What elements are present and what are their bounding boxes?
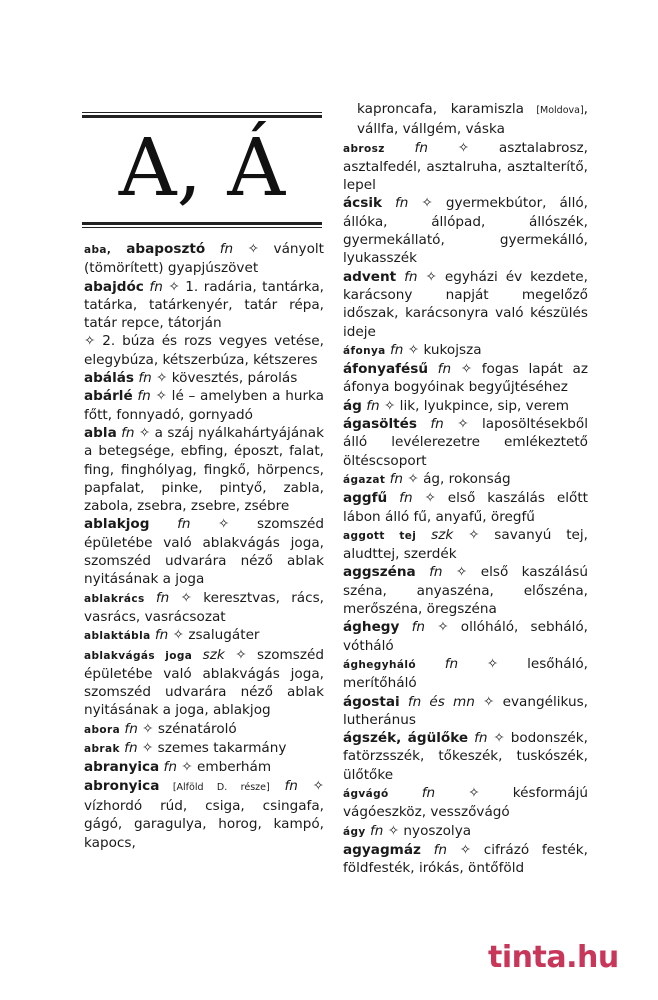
grammar-label: fn xyxy=(387,490,413,507)
definition: ✧ nyoszolya xyxy=(383,822,472,839)
headword: agyagmáz xyxy=(343,841,421,858)
definition: ✧ kukojsza xyxy=(403,341,482,358)
dictionary-entry xyxy=(343,341,588,360)
headword: ágazat xyxy=(343,473,386,486)
dictionary-entry xyxy=(84,777,324,852)
banner-rule-bottom xyxy=(82,227,322,228)
headword: aggott tej xyxy=(343,529,417,542)
headword: abranyica xyxy=(84,759,160,776)
dictionary-entry xyxy=(343,526,588,564)
headword: abálás xyxy=(84,370,135,387)
grammar-label: fn xyxy=(468,730,488,747)
definition: ✧ lik, lyukpince, sip, verem xyxy=(379,397,569,414)
grammar-label: fn xyxy=(269,777,298,794)
grammar-label: fn xyxy=(385,341,404,358)
grammar-label: fn xyxy=(416,416,444,433)
dictionary-entry xyxy=(84,278,324,333)
dictionary-entry xyxy=(84,515,324,588)
headword: abajdóc xyxy=(84,278,144,295)
dictionary-entry xyxy=(343,139,588,195)
headword: ág xyxy=(343,397,362,414)
dictionary-entry xyxy=(84,589,324,627)
grammar-label: fn xyxy=(361,397,380,414)
grammar-label: fn xyxy=(415,655,459,672)
banner-rule-bottom-thick xyxy=(82,222,322,225)
headword: ablakvágás joga xyxy=(84,649,193,662)
dictionary-entry xyxy=(84,332,324,369)
dictionary-entry xyxy=(343,841,588,878)
dictionary-entry xyxy=(343,618,588,655)
definition: ✧ cifrázó festék, földfesték, irókás, öntőföld xyxy=(343,841,588,877)
grammar-label: fn xyxy=(132,388,151,405)
grammar-label: fn xyxy=(428,361,452,378)
dictionary-entry xyxy=(343,489,588,526)
definition: ✧ lé – amelyben a hurka főtt, fonnyadó, gornyadó xyxy=(84,388,324,423)
dictionary-entry xyxy=(343,397,588,415)
dictionary-entry xyxy=(343,822,588,841)
grammar-label: fn xyxy=(382,195,409,212)
headword-variant: abaposztó xyxy=(111,241,206,257)
grammar-label: fn xyxy=(420,841,448,858)
headword: abárlé xyxy=(84,388,133,405)
headword: ághegy xyxy=(343,619,400,636)
dictionary-entry xyxy=(343,655,588,693)
definition: ✧ asztalabrosz, asztalfedél, asztalruha, asztalterítő, lepel xyxy=(343,139,588,194)
dictionary-entry xyxy=(343,194,588,267)
grammar-label: fn xyxy=(396,268,418,285)
definition: ✧ szomszéd épületébe való ablakvágás joga, szomszéd udvarára néző ablak nyitásának a joga, ablakjog xyxy=(84,646,324,719)
headword: áfonyafésű xyxy=(343,361,429,378)
grammar-label: fn xyxy=(116,424,135,441)
headword: abrosz xyxy=(343,142,385,155)
dictionary-entry xyxy=(343,268,588,341)
region-note: [Moldova] xyxy=(523,105,584,116)
dictionary-entry xyxy=(84,424,324,515)
definition: ✧ lesőháló, merítőháló xyxy=(343,655,588,692)
grammar-label: szk xyxy=(192,646,225,663)
definition: ✧ savanyú tej, aludttej, szerdék xyxy=(343,526,588,563)
grammar-label: fn xyxy=(149,516,191,533)
grammar-label: fn és mn xyxy=(399,693,475,710)
letter-banner xyxy=(82,112,322,230)
grammar-label: fn xyxy=(144,589,170,606)
headword: abronyica xyxy=(84,777,160,794)
definition: ✧ 2. búza és rozs vegyes vetése, elegybúza, kétszerbúza, kétszeres xyxy=(84,333,324,368)
grammar-label: fn xyxy=(120,720,138,737)
headword: áfonya xyxy=(343,344,386,357)
dictionary-entry xyxy=(84,739,324,758)
dictionary-entry xyxy=(343,563,588,618)
headword: aba, xyxy=(84,244,112,256)
left-column xyxy=(84,240,324,852)
definition: ✧ első kaszálás előtt lábon álló fű, anyafű, öregfű xyxy=(343,490,588,525)
definition: ✧ a száj nyálkahártyájának a betegsége, ebfing, époszt, falat, fing, finghólyag, fingkő, hörpencs, papfalat, pinke, pintyő, zabla, zabola, zsebra, zsebre, zsébre xyxy=(84,424,324,515)
dictionary-entry xyxy=(84,646,324,720)
definition: ✧ egyházi év kezdete, karácsony napját megelőző időszak, karácsonyra való készülés ideje xyxy=(343,268,588,340)
grammar-label: fn xyxy=(365,822,384,839)
headword: aggszéna xyxy=(343,564,416,581)
dictionary-entry xyxy=(84,387,324,424)
definition: ✧ evangélikus, lutheránus xyxy=(343,693,588,728)
headword: abla xyxy=(84,424,117,441)
dictionary-entry xyxy=(343,693,588,730)
grammar-label: fn xyxy=(205,241,234,257)
headword: ablakrács xyxy=(84,592,145,605)
headword: advent xyxy=(343,268,397,285)
headword: abrak xyxy=(84,743,120,756)
definition: ✧ fogas lapát az áfonya bogyóinak begyűjtéséhez xyxy=(343,361,588,396)
definition: ✧ laposöltésekből álló levélerezetre emlékeztető öltéscsoport xyxy=(343,416,588,469)
headword: ágostai xyxy=(343,693,400,710)
dictionary-entry xyxy=(84,720,324,739)
dictionary-entry xyxy=(343,415,588,470)
definition-cont: , vállfa, vállgém, váska xyxy=(357,101,588,138)
dictionary-entry xyxy=(84,240,324,278)
dictionary-entry xyxy=(343,784,588,822)
brand-logo[interactable]: tinta.hu xyxy=(488,940,619,975)
definition: ✧ emberhám xyxy=(176,759,272,776)
grammar-label: szk xyxy=(416,526,454,543)
headword: ablakjog xyxy=(84,516,150,533)
grammar-label: fn xyxy=(143,278,163,295)
headword: aggfű xyxy=(343,490,388,507)
headword: ágszék xyxy=(343,730,397,747)
dictionary-entry xyxy=(84,626,324,645)
headword: ágvágó xyxy=(343,787,389,800)
definition: ✧ vízhordó rúd, csiga, csingafa, gágó, garagulya, horog, kampó, kapocs, xyxy=(84,777,324,851)
grammar-label: fn xyxy=(385,470,404,487)
region-note: [Alföld D. része] xyxy=(159,781,270,793)
grammar-label: fn xyxy=(134,370,152,387)
grammar-label: fn xyxy=(399,619,426,636)
definition: ✧ 1. radária, tantárka, tatárka, tatárkenyér, tatár répa, tatár repce, tátorján xyxy=(84,278,324,332)
headword: ágasöltés xyxy=(343,416,417,433)
headword: ácsik xyxy=(343,195,383,212)
definition: ✧ keresztvas, rács, vasrács, vasrácsozat xyxy=(84,589,324,625)
definition: ✧ szemes takarmány xyxy=(137,740,287,757)
grammar-label: fn xyxy=(119,740,138,757)
dictionary-entry xyxy=(84,369,324,387)
dictionary-entry xyxy=(343,360,588,397)
definition: ✧ zsalugáter xyxy=(168,627,260,644)
definition: ✧ bodonszék, fatörzsszék, tőkeszék, tuskószék, ülőtőke xyxy=(343,730,588,783)
definition: ✧ ványolt (tömörített) gyapjúszövet xyxy=(84,241,324,277)
dictionary-entry xyxy=(343,100,588,139)
right-column xyxy=(343,100,588,877)
banner-rule-top xyxy=(82,112,322,113)
grammar-label: fn xyxy=(415,564,443,581)
definition: ✧ ág, rokonság xyxy=(403,470,511,487)
definition: kaproncafa, karamiszla xyxy=(357,101,524,117)
headword-variant: , ágülőke xyxy=(396,730,469,747)
headword: ághegyháló xyxy=(343,658,416,671)
dictionary-entry xyxy=(84,758,324,776)
definition: ✧ szénatároló xyxy=(137,720,237,737)
grammar-label: fn xyxy=(384,139,428,156)
definition: ✧ ollóháló, sebháló, vótháló xyxy=(343,619,588,654)
definition: ✧ első kaszálású széna, anyaszéna, előszéna, merőszéna, öregszéna xyxy=(343,564,588,618)
grammar-label: fn xyxy=(388,784,436,801)
headword: ablaktábla xyxy=(84,630,151,643)
headword: ágy xyxy=(343,825,366,838)
definition: ✧ szomszéd épületébe való ablakvágás joga, szomszéd udvarára néző ablak nyitásának a joga xyxy=(84,516,324,588)
definition: ✧ kövesztés, párolás xyxy=(151,370,298,387)
banner-letters: A, Á xyxy=(118,121,286,214)
dictionary-entry xyxy=(343,470,588,489)
grammar-label: fn xyxy=(150,627,169,644)
grammar-label: fn xyxy=(159,759,177,776)
dictionary-entry xyxy=(343,729,588,784)
definition: ✧ gyermekbútor, álló, állóka, állópad, állószék, gyermekállató, gyermekálló, lyukasszék xyxy=(343,195,588,267)
headword: abora xyxy=(84,723,121,736)
definition: ✧ késformájú vágóeszköz, vesszővágó xyxy=(343,784,588,821)
